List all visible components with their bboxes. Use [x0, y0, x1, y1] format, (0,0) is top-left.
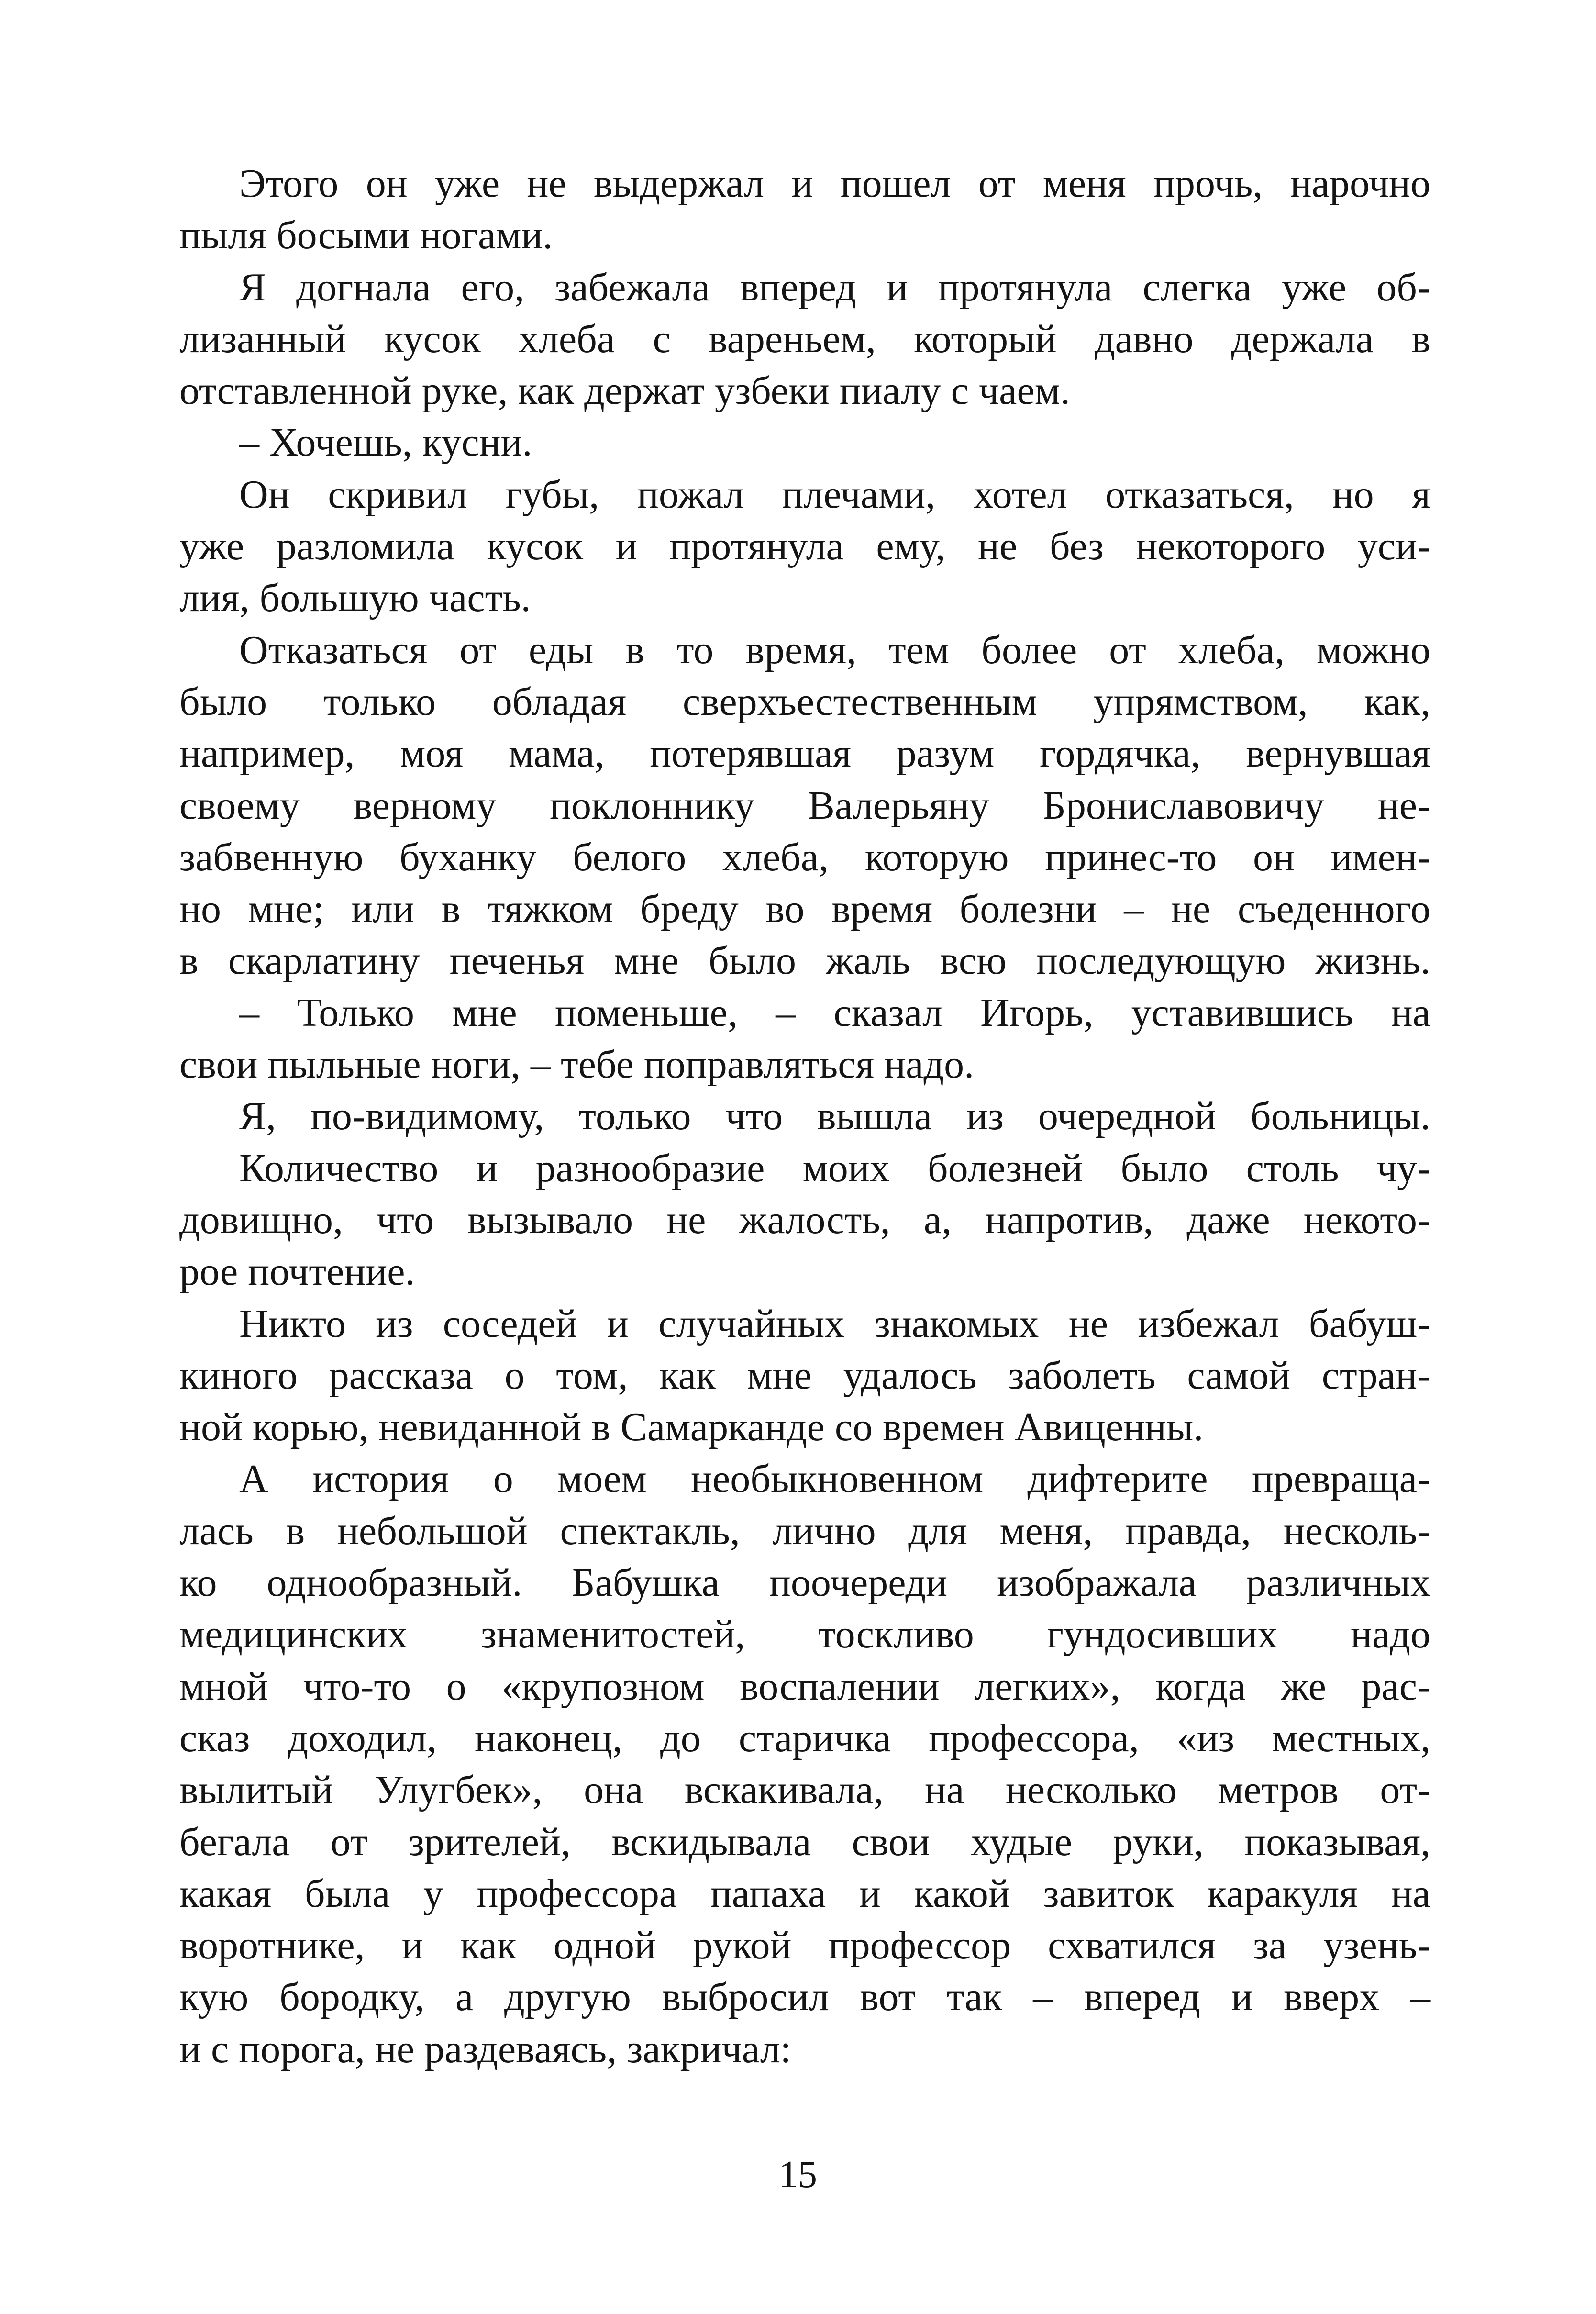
text-line: довищно, что вызывало не жалость, а, напротив, даже некото- [179, 1197, 1430, 1242]
text-line: рое почтение. [179, 1249, 415, 1294]
text-line: пыля босыми ногами. [179, 213, 553, 258]
text-line: киного рассказа о том, как мне удалось заболеть самой стран- [179, 1353, 1430, 1398]
text-line: бегала от зрителей, вскидывала свои худые руки, показывая, [179, 1819, 1430, 1864]
text-line: – Хочешь, кусни. [239, 420, 532, 465]
text-line: лизанный кусок хлеба с вареньем, который давно держала в [179, 316, 1430, 361]
text-line: было только обладая сверхъестественным упрямством, как, [179, 679, 1430, 724]
text-line: А история о моем необыкновенном дифтерите превраща- [239, 1457, 1430, 1502]
text-line: вылитый Улугбек», она вскакивала, на несколько метров от- [179, 1768, 1430, 1813]
text-line: – Только мне поменьше, – сказал Игорь, уставившись на [239, 990, 1430, 1035]
text-line: Я догнала его, забежала вперед и протянула слегка уже об- [239, 265, 1430, 310]
text-line: но мне; или в тяжком бреду во время болезни – не съеденного [179, 887, 1430, 932]
text-line: Я, по-видимому, только что вышла из очередной больницы. [239, 1094, 1430, 1139]
body-text [179, 158, 1430, 2075]
text-line: забвенную буханку белого хлеба, которую принес-то он имен- [179, 834, 1430, 879]
text-line: ко однообразный. Бабушка поочереди изображала различных [179, 1560, 1430, 1605]
text-line: Количество и разнообразие моих болезней было столь чу- [239, 1146, 1430, 1190]
text-line: медицинских знаменитостей, тоскливо гундосивших надо [179, 1612, 1430, 1657]
text-line: кую бородку, а другую выбросил вот так – вперед и вверх – [179, 1975, 1430, 2020]
text-line: сказ доходил, наконец, до старичка профессора, «из местных, [179, 1715, 1430, 1760]
text-line: например, моя мама, потерявшая разум гордячка, вернувшая [179, 731, 1430, 776]
text-line: воротнике, и как одной рукой профессор схватился за узень- [179, 1923, 1430, 1968]
text-line: Никто из соседей и случайных знакомых не избежал бабуш- [239, 1301, 1430, 1346]
text-line: своему верному поклоннику Валерьяну Брониславовичу не- [179, 783, 1430, 828]
text-line: Он скривил губы, пожал плечами, хотел отказаться, но я [239, 472, 1430, 517]
text-line: уже разломила кусок и протянула ему, не без некоторого уси- [179, 524, 1430, 569]
text-line: лия, большую часть. [179, 576, 531, 621]
text-line: мной что-то о «крупозном воспалении легких», когда же рас- [179, 1664, 1430, 1709]
text-line: Отказаться от еды в то время, тем более от хлеба, можно [239, 627, 1430, 672]
text-line: и с порога, не раздеваясь, закричал: [179, 2026, 791, 2071]
text-line: какая была у профессора папаха и какой завиток каракуля на [179, 1871, 1430, 1916]
page-number: 15 [779, 2154, 817, 2196]
text-line: лась в небольшой спектакль, лично для меня, правда, несколь- [179, 1508, 1430, 1553]
text-line: ной корью, невиданной в Самарканде со времен Авиценны. [179, 1405, 1204, 1450]
text-line: в скарлатину печенья мне было жаль всю последующую жизнь. [179, 938, 1430, 983]
text-line: отставленной руке, как держат узбеки пиалу с чаем. [179, 368, 1070, 413]
text-line: свои пыльные ноги, – тебе поправляться надо. [179, 1042, 975, 1087]
text-line: Этого он уже не выдержал и пошел от меня прочь, нарочно [239, 161, 1430, 206]
